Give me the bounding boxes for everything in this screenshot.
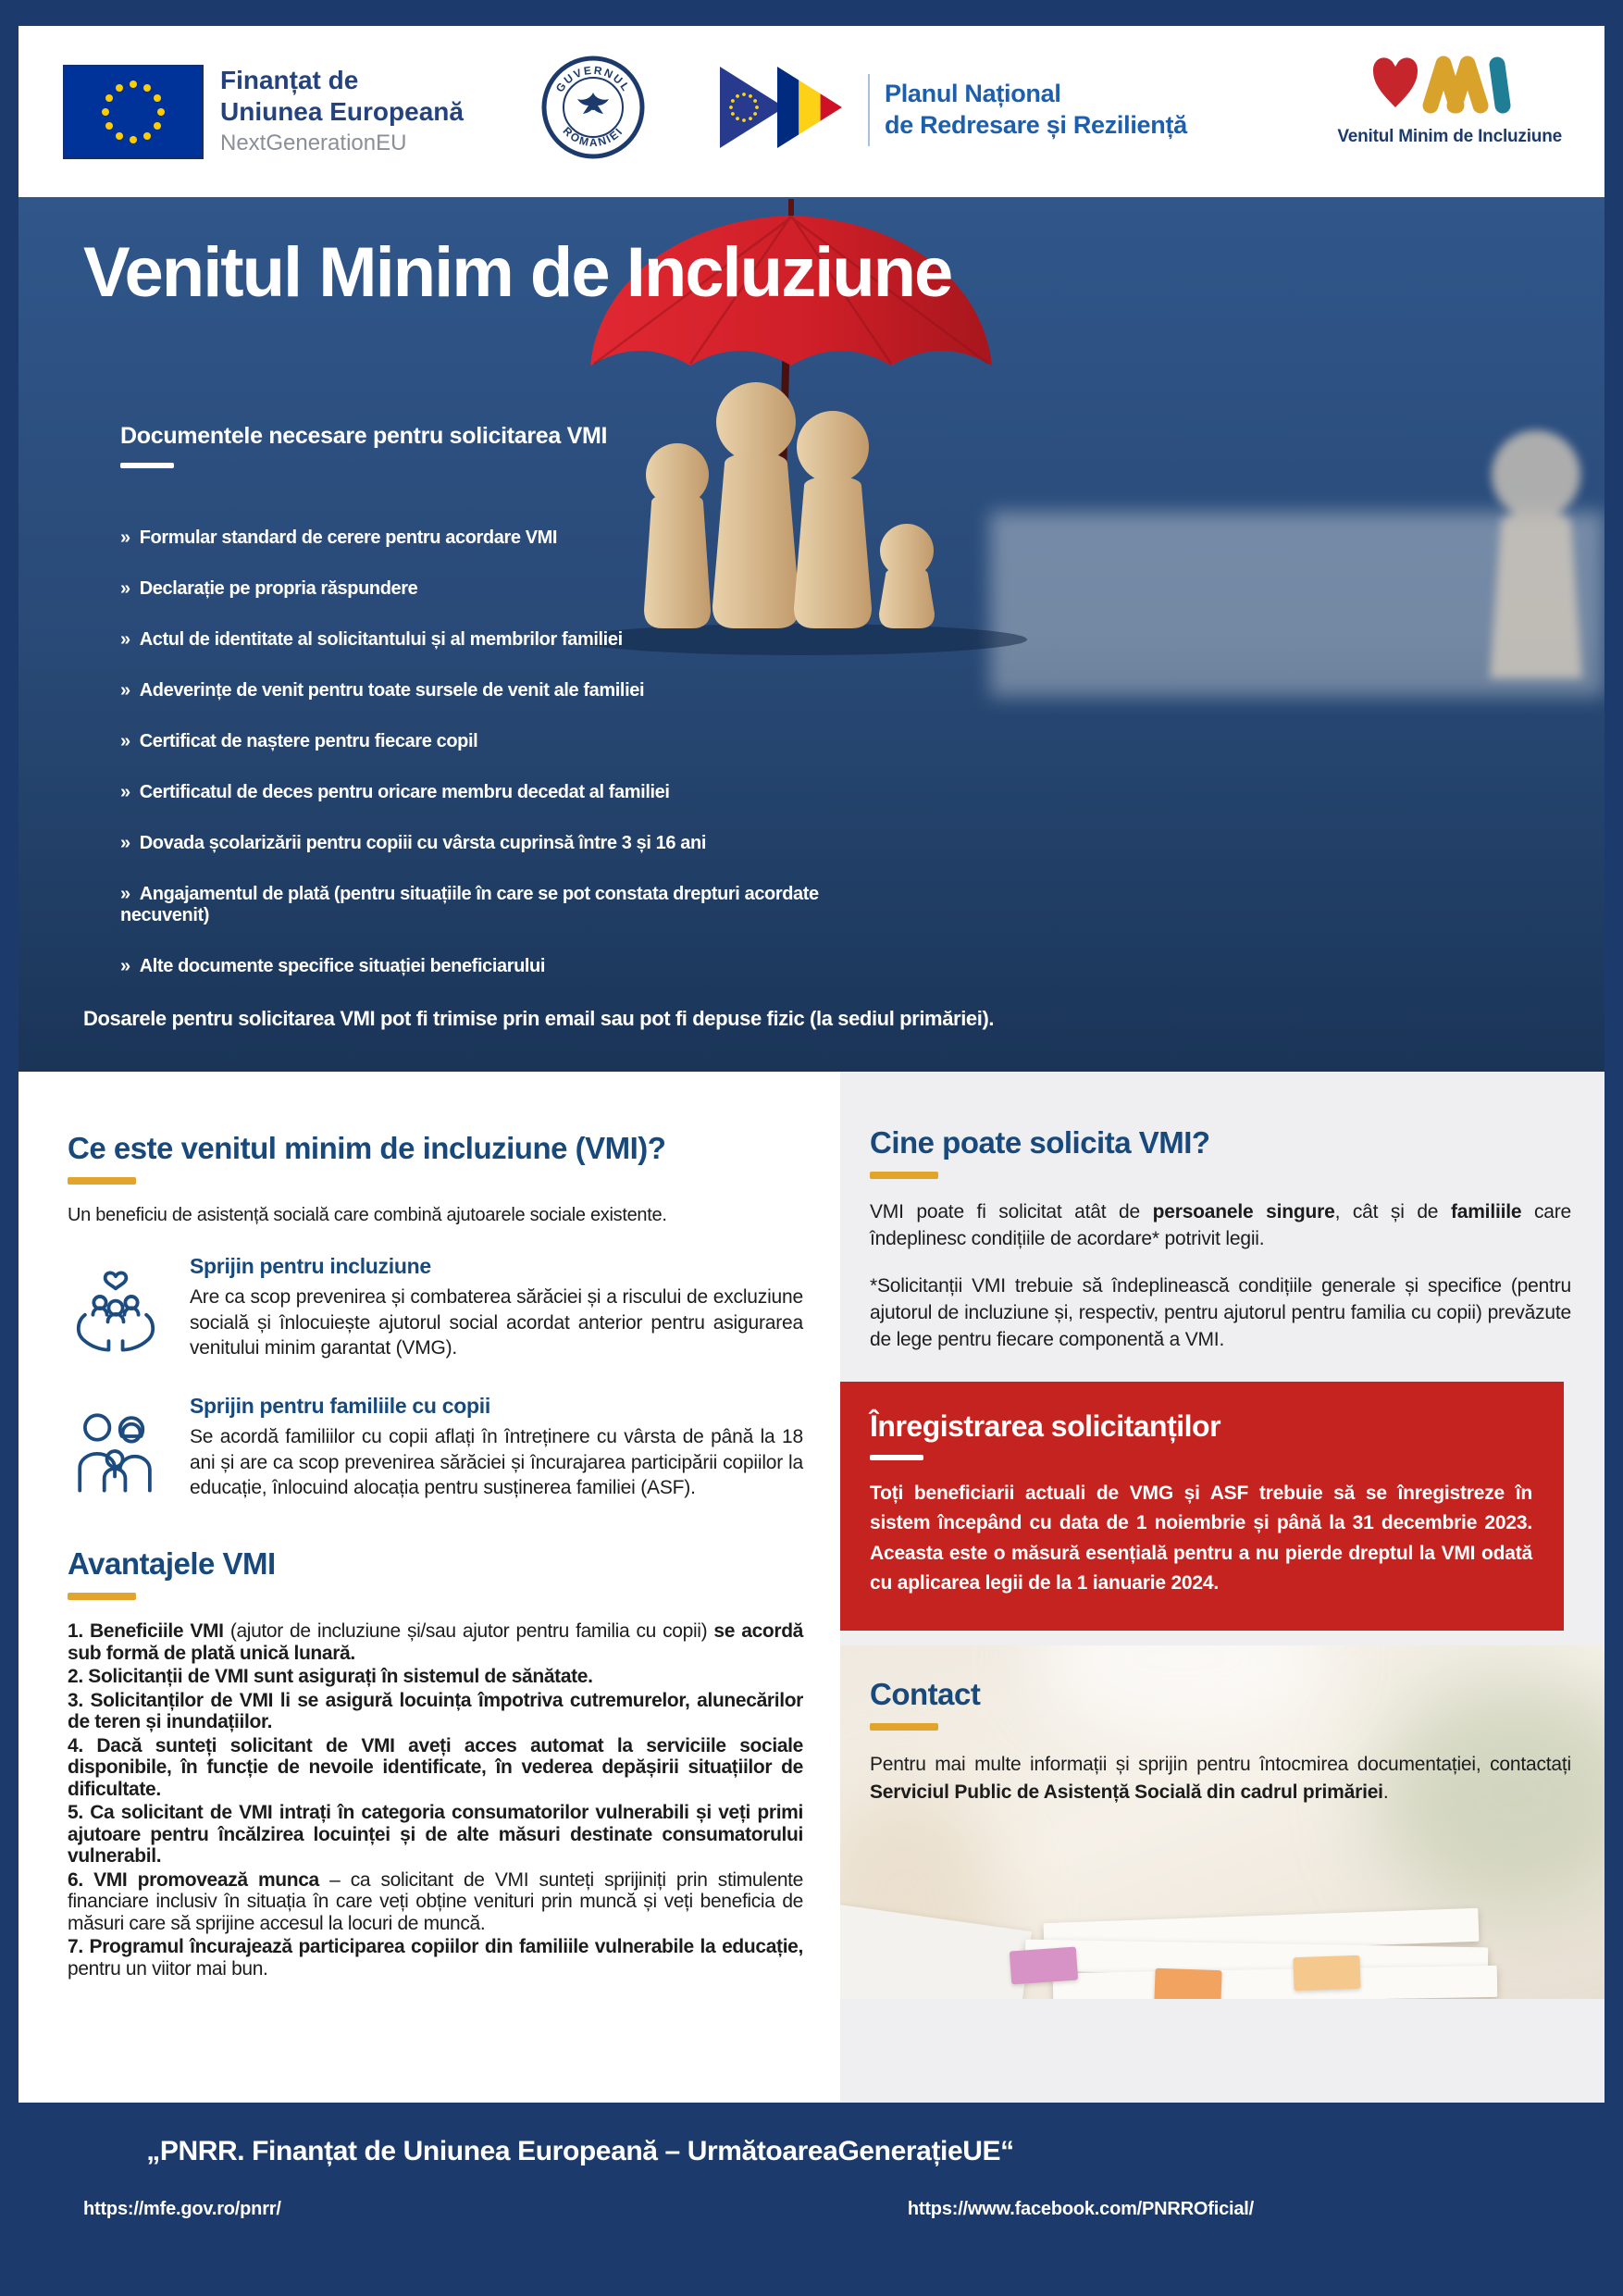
eu-funding-line1: Finanțat de bbox=[220, 66, 359, 94]
document-list-item-text: Certificat de naștere pentru fiecare copil bbox=[139, 730, 478, 751]
seal-text-bottom: ROMÂNIEI bbox=[560, 124, 626, 150]
advantages-list bbox=[68, 1620, 803, 1980]
contact-content bbox=[840, 1645, 1604, 1806]
bullet-icon: » bbox=[120, 781, 130, 802]
right-column bbox=[840, 1072, 1604, 2103]
registration-alert-box bbox=[840, 1382, 1564, 1631]
bullet-icon: » bbox=[120, 955, 130, 976]
document-list-item bbox=[120, 956, 851, 977]
eu-flag-icon bbox=[63, 65, 204, 164]
vmi-logo-caption: Venitul Minim de Incluziune bbox=[1337, 127, 1562, 146]
poster-title: Venitul Minim de Incluziune bbox=[83, 233, 952, 312]
sticky-tab-orange bbox=[1154, 1968, 1221, 1999]
contact-body: Pentru mai multe informații și sprijin pentru întocmirea documentației, contactați Serviciul Public de Asistență Socială din cadrul primăriei. bbox=[870, 1754, 1571, 1803]
document-list-item bbox=[120, 578, 851, 600]
advantage-item: 3. Solicitanților de VMI li se asigură locuința împotriva cutremurelor, alunecărilor de teren și inundațiilor. bbox=[68, 1689, 803, 1733]
document-list-item-text: Formular standard de cerere pentru acordare VMI bbox=[139, 527, 558, 548]
logo-header bbox=[19, 26, 1604, 197]
eu-funding-line3: NextGenerationEU bbox=[220, 130, 407, 156]
feature-inclusion-support bbox=[68, 1254, 803, 1366]
registration-title: Înregistrarea solicitanților bbox=[870, 1409, 1221, 1443]
document-list-item-text: Certificatul de deces pentru oricare membru decedat al familiei bbox=[139, 781, 670, 802]
bullet-icon: » bbox=[120, 577, 130, 599]
eu-funding-logo bbox=[63, 65, 464, 164]
advantage-item: 1. Beneficiile VMI (ajutor de incluziune și/sau ajutor pentru familia cu copii) se acordă sub formă de plată unică lunară. bbox=[68, 1620, 803, 1664]
hero-content bbox=[19, 197, 1129, 1031]
bullet-icon: » bbox=[120, 883, 130, 904]
seal-text-top: GUVERNUL bbox=[552, 63, 634, 95]
pnrr-logo bbox=[720, 63, 1187, 156]
document-list-item bbox=[120, 731, 851, 752]
document-list-item-text: Adeverințe de venit pentru toate sursele de venit ale familiei bbox=[139, 679, 645, 701]
family-icon bbox=[68, 1394, 190, 1508]
bullet-icon: » bbox=[120, 679, 130, 701]
who-can-apply-title: Cine poate solicita VMI? bbox=[870, 1125, 1210, 1160]
gold-underline bbox=[68, 1593, 136, 1600]
pnrr-text bbox=[885, 79, 1187, 142]
feature-text bbox=[190, 1254, 803, 1366]
document-list-item-text: Dovada școlarizării pentru copiii cu vârsta cuprinsă între 3 și 16 ani bbox=[139, 832, 706, 853]
bullet-icon: » bbox=[120, 832, 130, 853]
bullet-icon: » bbox=[120, 730, 130, 751]
feature-title: Sprijin pentru incluziune bbox=[190, 1254, 431, 1278]
contact-title: Contact bbox=[870, 1677, 981, 1712]
document-list-item-text: Declarație pe propria răspundere bbox=[139, 577, 418, 599]
feature-body: Are ca scop prevenirea și combaterea sărăciei și a riscului de excluziune socială și înlocuiește ajutorul social acordat anterior pentru asigurarea venitului minim garantat (VMG). bbox=[190, 1286, 803, 1359]
submission-note: Dosarele pentru solicitarea VMI pot fi trimise prin email sau pot fi depuse fizic (la sediul primăriei). bbox=[83, 1006, 995, 1030]
advantage-item: 5. Ca solicitant de VMI intrați în categoria consumatorilor vulnerabili și veți primi ajutoare pentru încălzirea locuinței și de alte măsuri destinate consumatorului vulnerabil. bbox=[68, 1802, 803, 1868]
gold-underline bbox=[870, 1172, 938, 1179]
document-list-item-text: Angajamentul de plată (pentru situațiile în care se pot constata drepturi acordate necuvenit) bbox=[120, 883, 819, 925]
document-list-item bbox=[120, 629, 851, 651]
document-list-item-text: Alte documente specifice situației beneficiarului bbox=[139, 955, 546, 976]
advantage-item: 4. Dacă sunteți solicitant de VMI aveți acces automat la serviciile sociale disponibile, în funcție de nevoile identificate, în vederea depășirii situațiilor de dificultate. bbox=[68, 1734, 803, 1800]
advantage-item: 6. VMI promovează munca – ca solicitant de VMI sunteți sprijiniți prin stimulente financiare inclusiv în situația în care veți obține venituri prin muncă și veți beneficia de măsuri care să sprijine accesul la locuri de muncă. bbox=[68, 1868, 803, 1934]
document-list-item bbox=[120, 833, 851, 854]
gold-underline bbox=[870, 1723, 938, 1731]
eu-funding-text bbox=[220, 65, 464, 156]
feature-body: Se acordă familiilor cu copii aflați în întreținere cu vârsta de până la 18 ani și are ca scop prevenirea sărăciei și încurajarea participării copiilor la educație, înlocuind alocația pentru susținerea familiei (ASF). bbox=[190, 1426, 803, 1499]
what-is-vmi-title: Ce este venitul minim de incluziune (VMI)? bbox=[68, 1131, 666, 1165]
document-list-item bbox=[120, 884, 851, 926]
facebook-link[interactable]: https://www.facebook.com/PNRROficial/ bbox=[907, 2199, 1254, 2219]
contact-section bbox=[840, 1645, 1604, 1999]
pnrr-flags-icon bbox=[720, 63, 859, 156]
info-section bbox=[19, 1072, 1604, 2103]
gold-underline bbox=[68, 1177, 136, 1185]
feature-family-support bbox=[68, 1394, 803, 1508]
hero-banner bbox=[19, 197, 1604, 1072]
document-list-item bbox=[120, 527, 851, 549]
who-paragraph: VMI poate fi solicitat atât de persoanele singure, cât și de familiile care îndeplinesc condițiile de acordare* potrivit legii. bbox=[870, 1201, 1572, 1249]
advantages-title: Avantajele VMI bbox=[68, 1546, 276, 1581]
document-list-item bbox=[120, 782, 851, 803]
bullet-icon: » bbox=[120, 527, 130, 548]
who-footnote: *Solicitanții VMI trebuie să îndeplinească condițiile generale și specifice (pentru ajutorul de incluziune și, respectiv, pentru ajutorul pentru familia cu copii) prevăzute de lege pentru fiecare componentă a VMI. bbox=[870, 1274, 1571, 1350]
who-can-apply-section bbox=[840, 1072, 1604, 1354]
feature-title: Sprijin pentru familiile cu copii bbox=[190, 1394, 490, 1418]
sticky-tab-peach bbox=[1293, 1955, 1360, 1991]
pnrr-quote: „PNRR. Finanțat de Uniunea Europeană – UrmătoareaGenerațieUE“ bbox=[146, 2136, 1014, 2166]
registration-body: Toți beneficiarii actuali de VMG și ASF trebuie să se înregistreze în sistem începând cu data de 1 noiembrie și până la 31 decembrie 2023. Aceasta este o măsură esențială pentru a nu pierde dreptul la VMI odată cu aplicarea legii de la 1 ianuarie 2024. bbox=[870, 1482, 1532, 1595]
footer bbox=[19, 2103, 1604, 2296]
pnrr-divider bbox=[868, 74, 870, 146]
bullet-icon: » bbox=[120, 628, 130, 650]
document-list-item bbox=[120, 680, 851, 701]
romanian-government-seal bbox=[541, 56, 645, 164]
document-list-item-text: Actul de identitate al solicitantului și al membrilor familiei bbox=[139, 628, 623, 650]
advantage-item: 7. Programul încurajează participarea copiilor din familiile vulnerabile la educație, pentru un viitor mai bun. bbox=[68, 1936, 803, 1980]
footer-links bbox=[83, 2199, 1254, 2220]
poster-canvas bbox=[19, 26, 1604, 2296]
hands-holding-people-icon bbox=[68, 1254, 190, 1366]
white-underline bbox=[870, 1455, 923, 1460]
documents-list bbox=[120, 527, 1129, 977]
what-is-vmi-intro: Un beneficiu de asistență socială care combină ajutoarele sociale existente. bbox=[68, 1205, 667, 1225]
feature-text bbox=[190, 1394, 803, 1508]
eu-funding-line2: Uniunea Europeană bbox=[220, 96, 464, 126]
background-figure bbox=[1490, 430, 1582, 678]
pnrr-line2: de Redresare și Reziliență bbox=[885, 110, 1187, 139]
advantage-item: 2. Solicitanții de VMI sunt asigurați în sistemul de sănătate. bbox=[68, 1666, 593, 1688]
vmi-logo-icon bbox=[1371, 108, 1529, 124]
vmi-logo bbox=[1337, 50, 1562, 147]
paper-stack-decoration bbox=[979, 1858, 1534, 1999]
subtitle-underline bbox=[120, 463, 174, 468]
mfe-link[interactable]: https://mfe.gov.ro/pnrr/ bbox=[83, 2199, 281, 2219]
sticky-tab-pink bbox=[1010, 1947, 1078, 1985]
left-column bbox=[68, 1072, 803, 2103]
pnrr-line1: Planul Național bbox=[885, 79, 1061, 107]
documents-section-title: Documentele necesare pentru solicitarea VMI bbox=[120, 422, 608, 449]
